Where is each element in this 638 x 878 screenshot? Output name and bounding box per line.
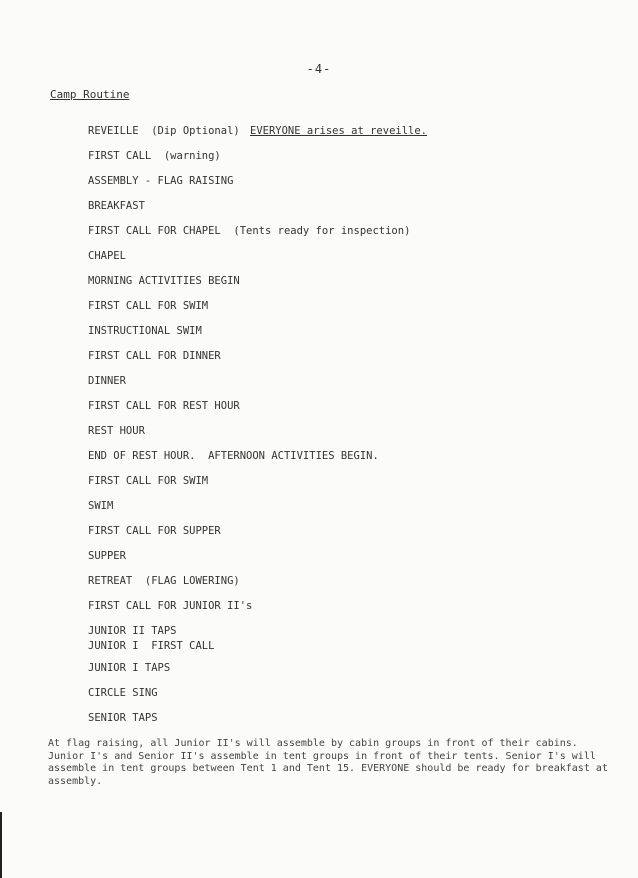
schedule-event: RETREAT (FLAG LOWERING): [88, 575, 240, 587]
schedule-event: REVEILLE (Dip Optional): [88, 125, 240, 137]
schedule-event: SENIOR TAPS: [88, 712, 158, 724]
schedule-event: INSTRUCTIONAL SWIM: [88, 325, 202, 337]
schedule-event: FIRST CALL FOR CHAPEL (Tents ready for inspection): [88, 225, 411, 237]
page-number: -4-: [306, 62, 332, 76]
schedule-event: SUPPER: [88, 550, 126, 562]
schedule-emphasis: EVERYONE arises at reveille.: [250, 125, 428, 137]
schedule-event: CHAPEL: [88, 250, 126, 262]
schedule-event: FIRST CALL FOR DINNER: [88, 350, 221, 362]
schedule-event: END OF REST HOUR. AFTERNOON ACTIVITIES BEGIN.: [88, 450, 379, 462]
section-heading: Camp Routine: [50, 88, 130, 101]
schedule-event: BREAKFAST: [88, 200, 145, 212]
schedule-event: JUNIOR II TAPS JUNIOR I FIRST CALL: [88, 625, 215, 652]
schedule-event: ASSEMBLY - FLAG RAISING: [88, 175, 234, 187]
schedule-event: FIRST CALL (warning): [88, 150, 221, 162]
schedule-event: REST HOUR: [88, 425, 145, 437]
schedule-event: FIRST CALL FOR SWIM: [88, 475, 209, 487]
schedule-event: FIRST CALL FOR SUPPER: [88, 525, 221, 537]
schedule-event: JUNIOR I TAPS: [88, 662, 171, 674]
schedule-event: FIRST CALL FOR JUNIOR II's: [88, 600, 253, 612]
schedule-event: SWIM: [88, 500, 114, 512]
schedule-event: MORNING ACTIVITIES BEGIN: [88, 275, 240, 287]
schedule-event: FIRST CALL FOR REST HOUR: [88, 400, 240, 412]
schedule-event: CIRCLE SING: [88, 687, 158, 699]
schedule-event: FIRST CALL FOR SWIM: [88, 300, 209, 312]
footnote-paragraph: At flag raising, all Junior II's will assemble by cabin groups in front of their cabins. Junior I's and Senior II's assemble in tent groups in front of their tents. Senior I's will assemble in tent groups between Tent 1 and Tent 15. EVERYONE should be ready for breakfast at assembly.: [48, 738, 608, 787]
schedule-event: DINNER: [88, 375, 126, 387]
page-edge-mark: [0, 812, 2, 878]
